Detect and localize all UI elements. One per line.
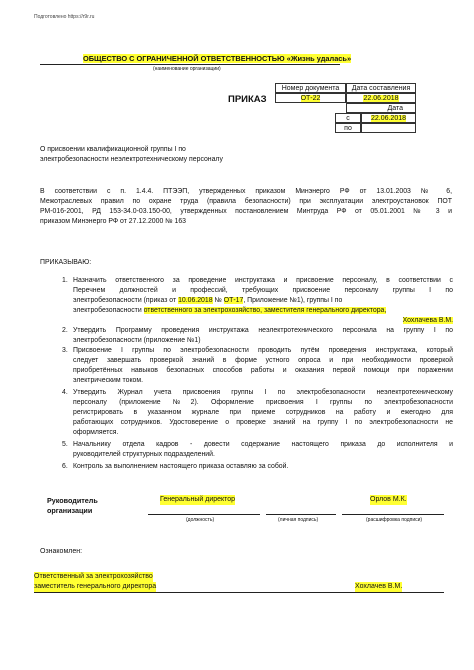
period-from-cell bbox=[361, 113, 416, 123]
acquainted-position-line-2: заместитель генерального директора bbox=[34, 583, 157, 590]
item-4-line-1: Утвердить Журнал учета присвоения группы I по электробезопасности неэлектротехническому bbox=[73, 389, 453, 396]
period-to-label: по bbox=[335, 123, 361, 133]
signature-label-line-1: Руководитель bbox=[47, 496, 98, 505]
item-1-line-4 bbox=[73, 306, 453, 316]
acquainted-name: Хохлачев В.М. bbox=[355, 583, 403, 590]
item-5-number: 5. bbox=[62, 441, 68, 448]
period-from-date: 22.06.2018 bbox=[370, 115, 407, 122]
doc-date-header: Дата составления bbox=[346, 83, 416, 93]
preamble-line-3: РМ-016-2001, РД 153-34.0-03.150-00, утвержденных постановлением Минтруда РФ от 05.01.2001 № 3 и bbox=[40, 208, 452, 215]
item-6-number: 6. bbox=[62, 463, 68, 470]
item-4-line-3: регистрировать в указанном журнале при приеме сотрудников на работу и ежегодно для bbox=[73, 409, 453, 416]
preamble-line-2: Межотраслевых правил по охране труда (правила безопасности) при эксплуатации электроустановок ПОТ bbox=[40, 198, 452, 205]
caption-position: (должность) bbox=[186, 517, 215, 523]
acquainted-label: Ознакомлен: bbox=[40, 548, 83, 555]
item-1-text-b: № bbox=[212, 297, 224, 304]
item-1-line-2: Перечнем должностей и профессий, требующих присвоение персоналу группы I по bbox=[73, 287, 453, 294]
name-line bbox=[342, 514, 444, 515]
period-from-label: с bbox=[335, 113, 361, 123]
item-1-line-1: Назначить ответственного за проведение инструктажа и присвоение персоналу, в соответствии с bbox=[73, 277, 453, 284]
caption-name: (расшифровка подписи) bbox=[366, 517, 423, 523]
organization-underline bbox=[40, 64, 340, 65]
signature-label-line-2: организации bbox=[47, 506, 93, 515]
item-3-line-3: приобретённых навыков безопасных способов работы и оказания первой помощи при поражении bbox=[73, 367, 453, 374]
item-1-text-c: , Приложение №1), группы I по bbox=[243, 297, 343, 304]
item-1-line-3 bbox=[73, 296, 453, 306]
item-1-text-d: электробезопасности bbox=[73, 307, 144, 314]
item-5-line-2: руководителей структурных подразделений. bbox=[73, 451, 215, 458]
subject-line-2: электробезопасности неэлектротехническому персоналу bbox=[40, 156, 223, 163]
item-3-line-4: электрическим током. bbox=[73, 377, 144, 384]
subject-line-1: О присвоении квалификационной группы I по bbox=[40, 146, 186, 153]
doc-type-title: ПРИКАЗ bbox=[228, 94, 267, 105]
period-header: Дата bbox=[346, 103, 416, 113]
doc-date: 22.06.2018 bbox=[363, 95, 399, 102]
source-note: Подготовлено https://r9r.ru bbox=[34, 14, 95, 20]
item-4-line-5: оформляется. bbox=[73, 429, 119, 436]
item-2-line-1: Утвердить Программу проведения инструктажа неэлектротехнического персонала на группу I по bbox=[73, 327, 453, 334]
item-3-line-1: Присвоение I группы по электробезопасности проводить путём проведения инструктажа, который bbox=[73, 347, 453, 354]
item-1-line-5 bbox=[73, 316, 453, 326]
item-1-order-date: 10.06.2018 bbox=[178, 297, 213, 304]
doc-date-cell bbox=[346, 93, 416, 103]
item-4-line-2: персоналу (приложение №2). Оформление присвоения I группы по электробезопасности bbox=[73, 399, 453, 406]
signature-line bbox=[266, 514, 336, 515]
doc-number: ОТ-22 bbox=[300, 95, 321, 102]
item-1-text-a: электробезопасности (приказ от bbox=[73, 297, 179, 304]
item-1-responsible-name: Хохлачева В.М. bbox=[402, 317, 453, 324]
acquainted-underline bbox=[34, 592, 444, 593]
item-5-line-1: Начальнику отдела кадров - довести содержание настоящего приказа до исполнителя и bbox=[73, 441, 453, 448]
item-1-number: 1. bbox=[62, 277, 68, 284]
item-1-responsible: ответственного за электрохозяйство, заместителя генерального директора, bbox=[143, 307, 387, 314]
preamble-line-4: приказом Минэнерго РФ от 27.12.2000 № 163 bbox=[40, 218, 187, 225]
item-3-line-2: следует завершать проверкой знаний в форме устного опроса и при необходимости проверкой bbox=[73, 357, 453, 364]
signature-position: Генеральный директор bbox=[160, 496, 236, 503]
position-line bbox=[148, 514, 260, 515]
doc-number-header: Номер документа bbox=[275, 83, 346, 93]
doc-number-cell bbox=[275, 93, 346, 103]
signature-name: Орлов М.К. bbox=[370, 496, 407, 503]
item-4-number: 4. bbox=[62, 389, 68, 396]
item-6-line-1: Контроль за выполнением настоящего приказа оставляю за собой. bbox=[73, 463, 289, 470]
item-1-order-number: ОТ-17 bbox=[223, 297, 244, 304]
item-4-line-4: работающих сотрудников. Удостоверение о проверке знаний на группу I по электробезопасности не bbox=[73, 419, 453, 426]
preamble-line-1: В соответствии с п. 1.4.4. ПТЭЭП, утвержденных приказом Минэнерго РФ от 13.01.2003 № 6, bbox=[40, 188, 452, 195]
item-3-number: 3. bbox=[62, 347, 68, 354]
acquainted-position-line-1: Ответственный за электрохозяйство bbox=[34, 573, 153, 580]
order-word: ПРИКАЗЫВАЮ: bbox=[40, 259, 92, 266]
organization-name: ОБЩЕСТВО С ОГРАНИЧЕННОЙ ОТВЕТСТВЕННОСТЬЮ «Жизнь удалась» bbox=[83, 54, 352, 63]
period-to-date bbox=[361, 123, 416, 133]
item-2-line-2: электробезопасности (приложение №1) bbox=[73, 337, 201, 344]
organization-caption: (наименование организации) bbox=[153, 66, 221, 72]
item-2-number: 2. bbox=[62, 327, 68, 334]
caption-sign: (личная подпись) bbox=[278, 517, 319, 523]
